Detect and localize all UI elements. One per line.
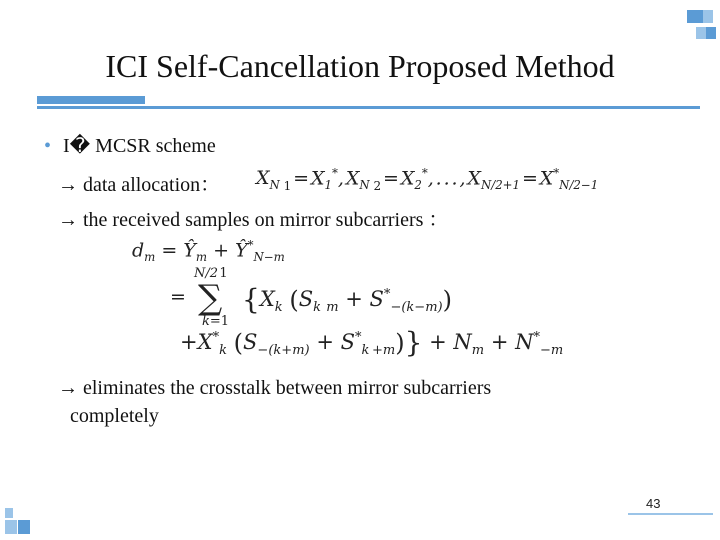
deco-square [696, 27, 706, 39]
completely-line [70, 405, 159, 428]
eliminates-label: → eliminates the crosstalk between mirror subcarriers [58, 377, 492, 399]
title-underline [37, 106, 700, 109]
equation-line3: $+X^*_k$ $(S_{-(k+m)} + S^*_{k +m})\} + N_m + N^*_{-m}$ [180, 326, 564, 359]
equation-line1: $d_m$ = $Ŷ_m$ + $Ŷ^*_{N-m}$ [132, 238, 285, 265]
deco-square [5, 520, 17, 534]
page-number-rule [628, 513, 713, 515]
equation-lower-limit: k=1 [202, 314, 230, 329]
title-accent-bar [37, 96, 145, 104]
received-samples-label: → the received samples on mirror subcarriers ： [58, 209, 449, 231]
deco-square [706, 27, 716, 39]
bullet-line [44, 133, 216, 158]
data-allocation-label: → data allocation： [58, 174, 221, 196]
deco-square [18, 520, 30, 534]
bullet-text: I� MCSR scheme [63, 135, 216, 157]
deco-square [687, 10, 703, 23]
summation-symbol: ∑ [198, 278, 223, 318]
allocation-formula: $X_N$ $_1$ = $X_1^*$, $X_N$ $_2$ = $X_2^*$, . . . , $X_{N/2+1}$ = $X^*_{N/2-1}$ [256, 166, 599, 194]
equation-upper-limit: N/2 1 [194, 266, 228, 281]
completely-label: completely [70, 405, 159, 427]
deco-square [703, 10, 713, 23]
page-number: 43 [646, 496, 661, 511]
equation-line2-equals: = [170, 286, 186, 308]
deco-square [5, 508, 13, 518]
data-allocation-line [58, 168, 220, 197]
equation-line2: {$X_k$ $(S_{k m} + S^*_{-(k-m)})$ [242, 283, 453, 316]
received-samples-line [58, 203, 448, 232]
eliminates-line [58, 377, 491, 400]
bullet-symbol: • [44, 135, 52, 157]
slide-title: ICI Self-Cancellation Proposed Method [105, 48, 615, 84]
